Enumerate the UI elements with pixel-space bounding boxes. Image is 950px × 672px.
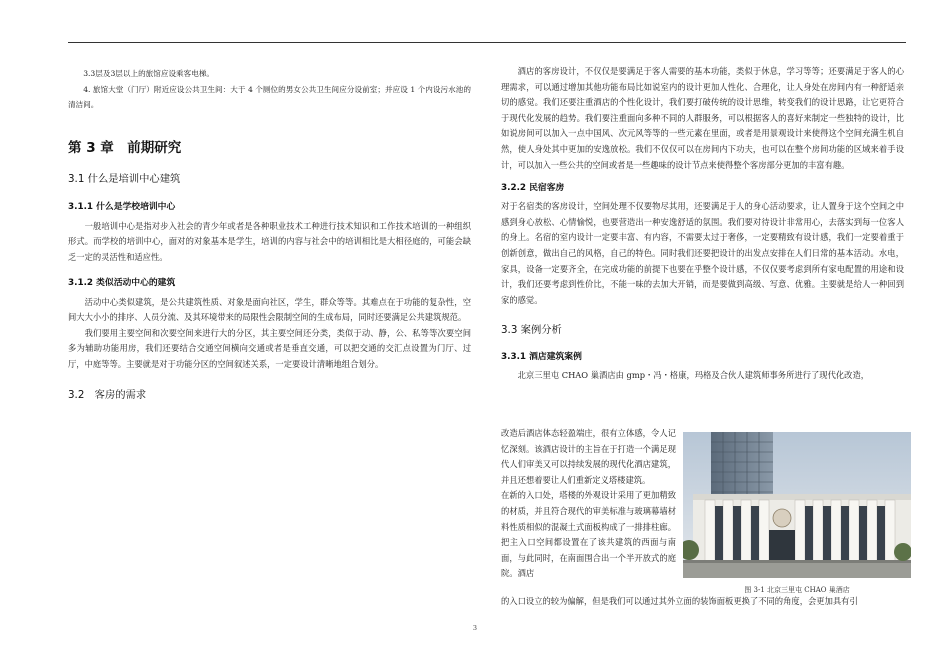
figure-caption: 图 3-1 北京三里屯 CHAO 巢酒店 — [744, 586, 850, 594]
paragraph-3-1-2-a: 活动中心类似建筑，是公共建筑性质、对象是面向社区，学生，群众等等。其难点在于功能的复杂性，空间大大小小的排序、人员分流、及其环境带来的局限性会限制空间的生成布局，同时还要满足公共建筑规范。 — [68, 296, 471, 323]
paragraph-3-1-1: 一般培训中心是指对步入社会的青少年或者是各种职业技术工种进行技术知识和工作技术培训的一种组织形式。而学校的培训中心，面对的对象基本是学生，培训的内容与社会中的培训相比是大相径庭的，可能会缺乏一定的灵活性和适应性。 — [68, 220, 471, 262]
subsection-3-1-2-heading: 3.1.2 类似活动中心的建筑 — [68, 277, 176, 288]
header-rule — [68, 42, 906, 43]
paragraph-3-1-2-b: 我们要用主要空间和次要空间来进行大的分区，其主要空间还分类，类似于动、静，公、私等等次要空间多为辅助功能用房，我们还要结合交通空间横向交通或者是垂直交通，可以把交通的交汇点设置为门厅、过厅，中庭等等。主要就是对于功能分区的空间叙述关系，一定要设计清晰地组合划分。 — [68, 327, 471, 369]
list-item-elevator: 3.3层及3层以上的旅馆应设乘客电梯。 — [83, 69, 214, 78]
section-3-1-heading: 3.1 什么是培训中心建筑 — [68, 172, 181, 185]
hotel-photo — [683, 432, 911, 578]
case-wrap-paragraph-1: 改造后酒店体态轻盈端庄，很有立体感，令人记忆深刻。该酒店设计的主旨在于打造一个满足现代人们审美又可以持续发展的现代化酒店建筑，并且还想着要让人们重新定义塔楼建筑。 — [501, 428, 676, 485]
left-column — [68, 64, 471, 401]
right-column — [501, 64, 904, 384]
section-3-3-heading: 3.3 案例分析 — [501, 324, 562, 337]
hotel-photo-illustration — [683, 432, 911, 578]
list-item-restroom: 4. 旅馆大堂（门厅）附近应设公共卫生间：大于 4 个厕位的男女公共卫生间应分设前室；并应设 1 个内设污水池的清洁间。 — [68, 84, 471, 110]
case-wrap-text — [501, 426, 676, 582]
case-first-line: 北京三里屯 CHAO 巢酒店由 gmp・冯・格康，玛格及合伙人建筑师事务所进行了现代化改造， — [517, 370, 870, 381]
paragraph-minsu: 对于名宿类的客房设计，空间处理不仅要物尽其用，还要满足于人的身心活动要求，让人置身于这个空间之中感到身心放松、心情愉悦，也要营造出一种安逸舒适的氛围。我们要对待设计非常用心，去落实到每一位客人的身上。名宿的室内设计一定要丰富、有内容，不需要太过于奢侈，一定要精致有设计感，我们一定要着重于创新创意，做出自己的风格，自己的特色。同时我们还要把设计的出发点安排在人们日常的基本活动。水电，家具，设备一定要齐全，在完成功能的前提下也要在乎整个设计感，不仅仅要考虑到所有家电配置的用途和设计，我们还要考虑到性价比，不能一味的去加大开销，而是要做到高级、写意、优雅。主要就是给人一种回到家的感觉。 — [501, 201, 904, 305]
section-3-2-heading: 3.2 客房的需求 — [68, 388, 147, 401]
subsection-3-2-2-heading: 3.2.2 民宿客房 — [501, 183, 565, 194]
subsection-3-3-1-heading: 3.3.1 酒店建筑案例 — [501, 352, 582, 363]
subsection-3-1-1-heading: 3.1.1 什么是学校培训中心 — [68, 201, 176, 212]
chapter-title: 第 3 章 前期研究 — [68, 139, 182, 156]
page-number: 3 — [472, 624, 478, 632]
paragraph-rooms: 酒店的客房设计，不仅仅是要满足于客人需要的基本功能，类似于休息，学习等等；还要满足于客人的心理需求，可以通过增加其他功能布局比如说室内的设计更加人性化、合理化，让人身处在房间内有一种舒适亲切的感觉。我们还要注重酒店的个性化设计，我们要打破传统的设计思维，转变我们的设计思路，让它更符合于现代化发展的趋势。我们要注重面向多种不同的人群服务，可以根据客人的喜好来制定一些独特的设计，比如说房间可以加入一点中国风、次元风等等的一些元素在里面，或者是用景观设计来使得这个空间充满生机自然，使人身处其中更加的安逸放松。我们不仅仅可以在房间内下功夫，也可以在整个房间功能的区域来着手设计，可以加入一些公共的空间或者是一些趣味的设计节点来使得整个客房部分更加的丰富有趣。 — [501, 66, 904, 170]
case-wrap-paragraph-2: 在新的入口处，塔楼的外观设计采用了更加精致的材质，并且符合现代的审美标准与玻璃幕墙材料性质相似的混凝土式面板构成了一排排柱廊。把主入口空间都设置在了该共建筑的西面与南面，与此同时，在南面围合出一个半开放式的庭院。酒店 — [501, 490, 676, 579]
case-last-line: 的入口设立的较为偏解，但是我们可以通过其外立面的装饰面板更换了不同的角度，会更加具有引 — [501, 596, 858, 606]
